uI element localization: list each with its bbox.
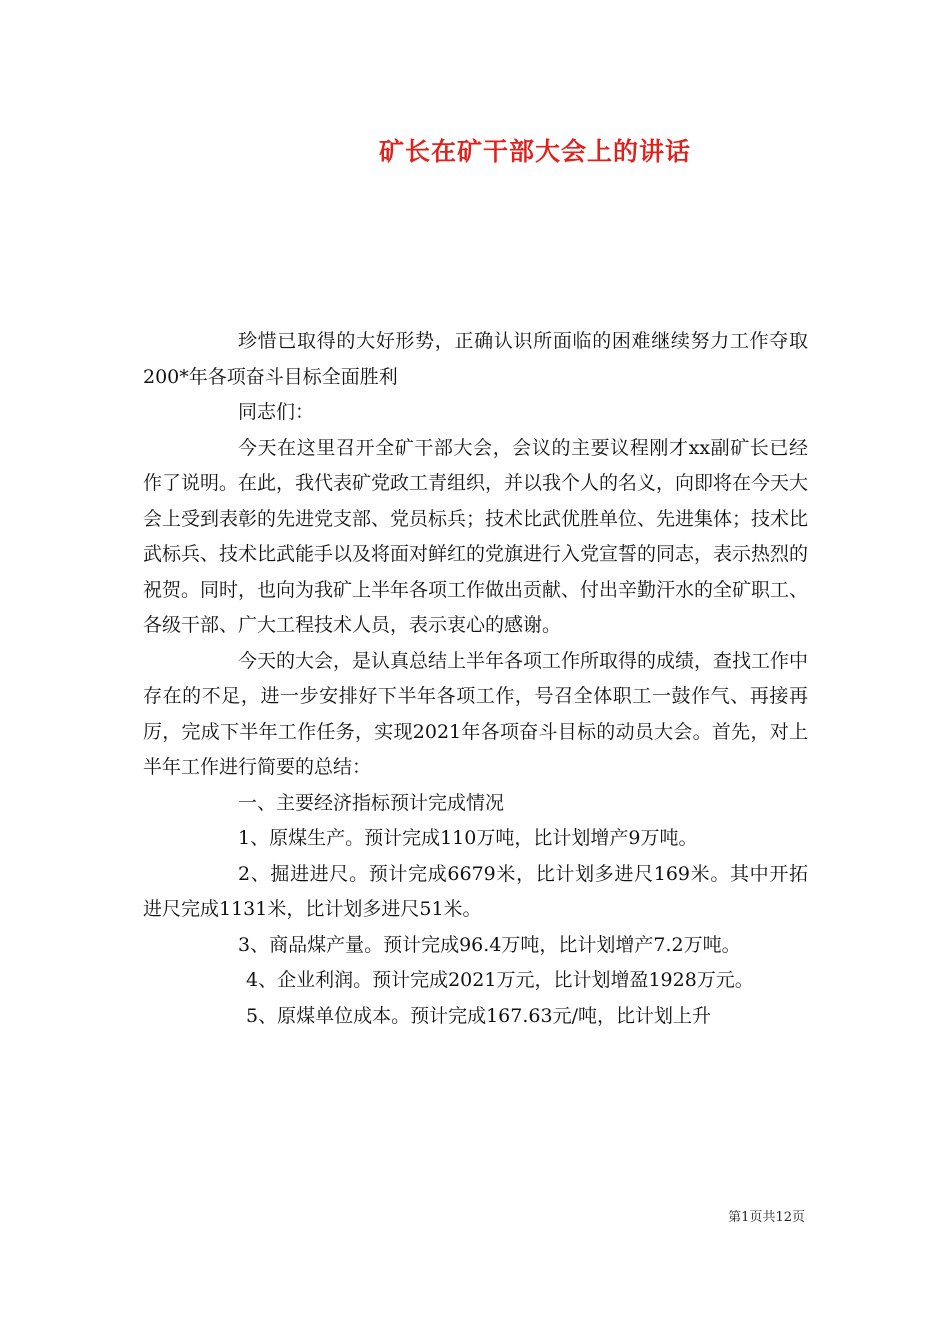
- paragraph-salutation: 同志们：: [238, 401, 315, 423]
- paragraph-opening: 今天在这里召开全矿干部大会，会议的主要议程刚才xx副矿长已经作了说明。在此，我代表矿党政工青组织，并以我个人的名义，向即将在今天大会上受到表彰的先进党支部、党员标兵；技术比武优胜单位、先进集体；技术比武标兵、技术比武能手以及将面对鲜红的党旗进行入党宣誓的同志，表示热烈的祝贺。同时，也向为我矿上半年各项工作做出贡献、付出辛勤汗水的全矿职工、各级干部、广大工程技术人员，表示衷心的感谢。: [143, 436, 809, 636]
- page-number-footer: 第1页共12页: [728, 1210, 805, 1225]
- list-item-tunneling: 2、掘进进尺。预计完成6679米，比计划多进尺169米。其中开拓进尺完成1131米，比计划多进尺51米。: [143, 862, 808, 920]
- section-heading-economic-indicators: 一、主要经济指标预计完成情况: [238, 791, 505, 814]
- paragraph-purpose: 今天的大会，是认真总结上半年各项工作所取得的成绩，查找工作中存在的不足，进一步安排好下半年各项工作，号召全体职工一鼓作气、再接再厉，完成下半年工作任务，实现2021年各项奋斗目标的动员大会。首先，对上半年工作进行简要的总结：: [143, 649, 809, 778]
- list-item-commercial-coal: 3、商品煤产量。预计完成96.4万吨，比计划增产7.2万吨。: [238, 933, 741, 956]
- paragraph-heading-line: 珍惜已取得的大好形势，正确认识所面临的困难继续努力工作夺取200*年各项奋斗目标全面胜利: [143, 330, 808, 388]
- list-item-profit: 4、企业利润。预计完成2021万元，比计划增盈1928万元。: [246, 969, 754, 991]
- list-item-raw-coal: 1、原煤生产。预计完成110万吨，比计划增产9万吨。: [238, 827, 698, 849]
- document-title: 矿长在矿干部大会上的讲话: [378, 137, 691, 166]
- list-item-unit-cost: 5、原煤单位成本。预计完成167.63元/吨，比计划上升: [246, 1004, 711, 1027]
- document-body: [143, 324, 808, 1034]
